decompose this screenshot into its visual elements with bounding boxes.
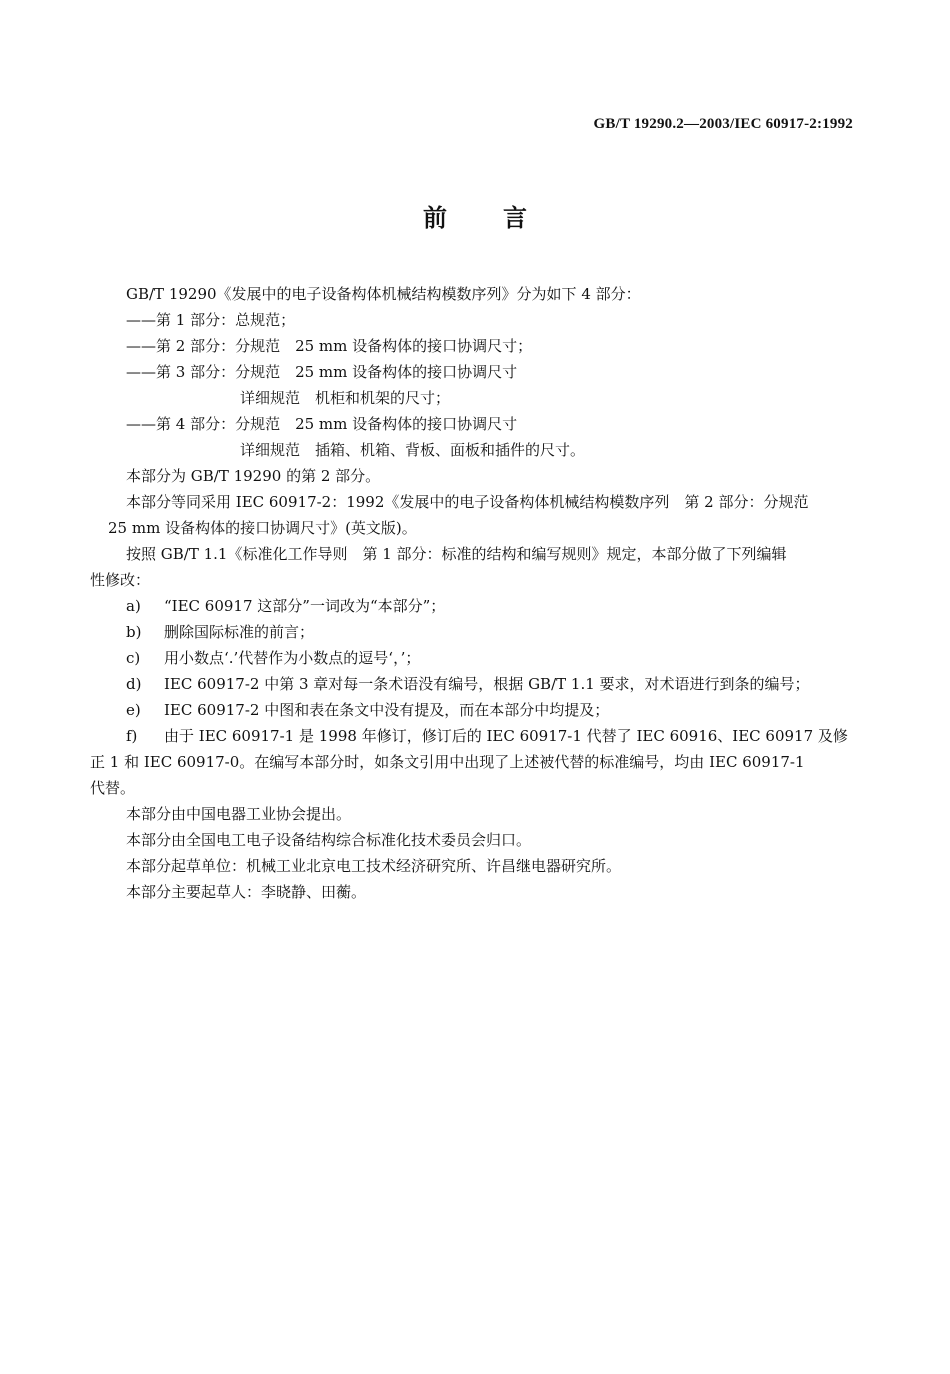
modification-item — [126, 648, 420, 668]
part-list-item: ——第 3 部分：分规范 25 mm 设备构体的接口协调尺寸 — [126, 363, 518, 381]
item-text: 用小数点‘.’代替作为小数点的逗号‘，’； — [164, 649, 421, 667]
paragraph-line: 按照 GB/T 1.1《标准化工作导则 第 1 部分：标准的结构和编写规则》规定，本部分做了下列编辑 — [126, 545, 787, 563]
item-mark: d) — [126, 675, 142, 693]
closing-line: 本部分由中国电器工业协会提出。 — [126, 805, 352, 823]
standard-number-header: GB/T 19290.2—2003/IEC 60917-2:1992 — [593, 116, 853, 132]
modification-item-wrap: 代替。 — [90, 779, 136, 797]
paragraph-line: 本部分为 GB/T 19290 的第 2 部分。 — [126, 467, 381, 485]
item-mark: a) — [126, 597, 141, 615]
item-text: 删除国际标准的前言； — [164, 623, 315, 641]
modification-item — [126, 596, 445, 616]
intro-line: GB/T 19290《发展中的电子设备构体机械结构模数序列》分为如下 4 部分： — [126, 285, 641, 303]
item-mark: f) — [126, 727, 138, 745]
item-text: IEC 60917-2 中第 3 章对每一条术语没有编号，根据 GB/T 1.1 要求，对术语进行到条的编号； — [164, 675, 810, 693]
item-mark: c) — [126, 649, 141, 667]
modification-item — [126, 622, 314, 642]
closing-line: 本部分主要起草人：李晓静、田蘅。 — [126, 883, 367, 901]
item-text: IEC 60917-2 中图和表在条文中没有提及，而在本部分中均提及； — [164, 701, 610, 719]
part-list-item: ——第 4 部分：分规范 25 mm 设备构体的接口协调尺寸 — [126, 415, 518, 433]
part-list-item: ——第 1 部分：总规范； — [126, 311, 296, 329]
paragraph-line: 本部分等同采用 IEC 60917-2：1992《发展中的电子设备构体机械结构模数序列 第 2 部分：分规范 — [126, 493, 809, 511]
item-mark: e) — [126, 701, 141, 719]
modification-item — [126, 726, 848, 746]
item-text: “IEC 60917 这部分”一词改为“本部分”； — [164, 597, 446, 615]
closing-line: 本部分由全国电工电子设备结构综合标准化技术委员会归口。 — [126, 831, 532, 849]
part-list-subitem: 详细规范 插箱、机箱、背板、面板和插件的尺寸。 — [240, 441, 586, 459]
part-list-subitem: 详细规范 机柜和机架的尺寸； — [240, 389, 451, 407]
paragraph-line: 25 mm 设备构体的接口协调尺寸》(英文版)。 — [108, 519, 417, 537]
modification-item — [126, 674, 810, 694]
part-list-item: ——第 2 部分：分规范 25 mm 设备构体的接口协调尺寸； — [126, 337, 533, 355]
modification-item-wrap: 正 1 和 IEC 60917-0。在编写本部分时，如条文引用中出现了上述被代替的标准编号，均由 IEC 60917-1 — [90, 753, 805, 771]
item-mark: b) — [126, 623, 142, 641]
modification-item — [126, 700, 609, 720]
page-title: 前言 — [423, 204, 583, 232]
item-text: 由于 IEC 60917-1 是 1998 年修订，修订后的 IEC 60917-1 代替了 IEC 60916、IEC 60917 及修 — [164, 727, 848, 745]
closing-line: 本部分起草单位：机械工业北京电工技术经济研究所、许昌继电器研究所。 — [126, 857, 622, 875]
paragraph-line: 性修改： — [90, 571, 151, 589]
